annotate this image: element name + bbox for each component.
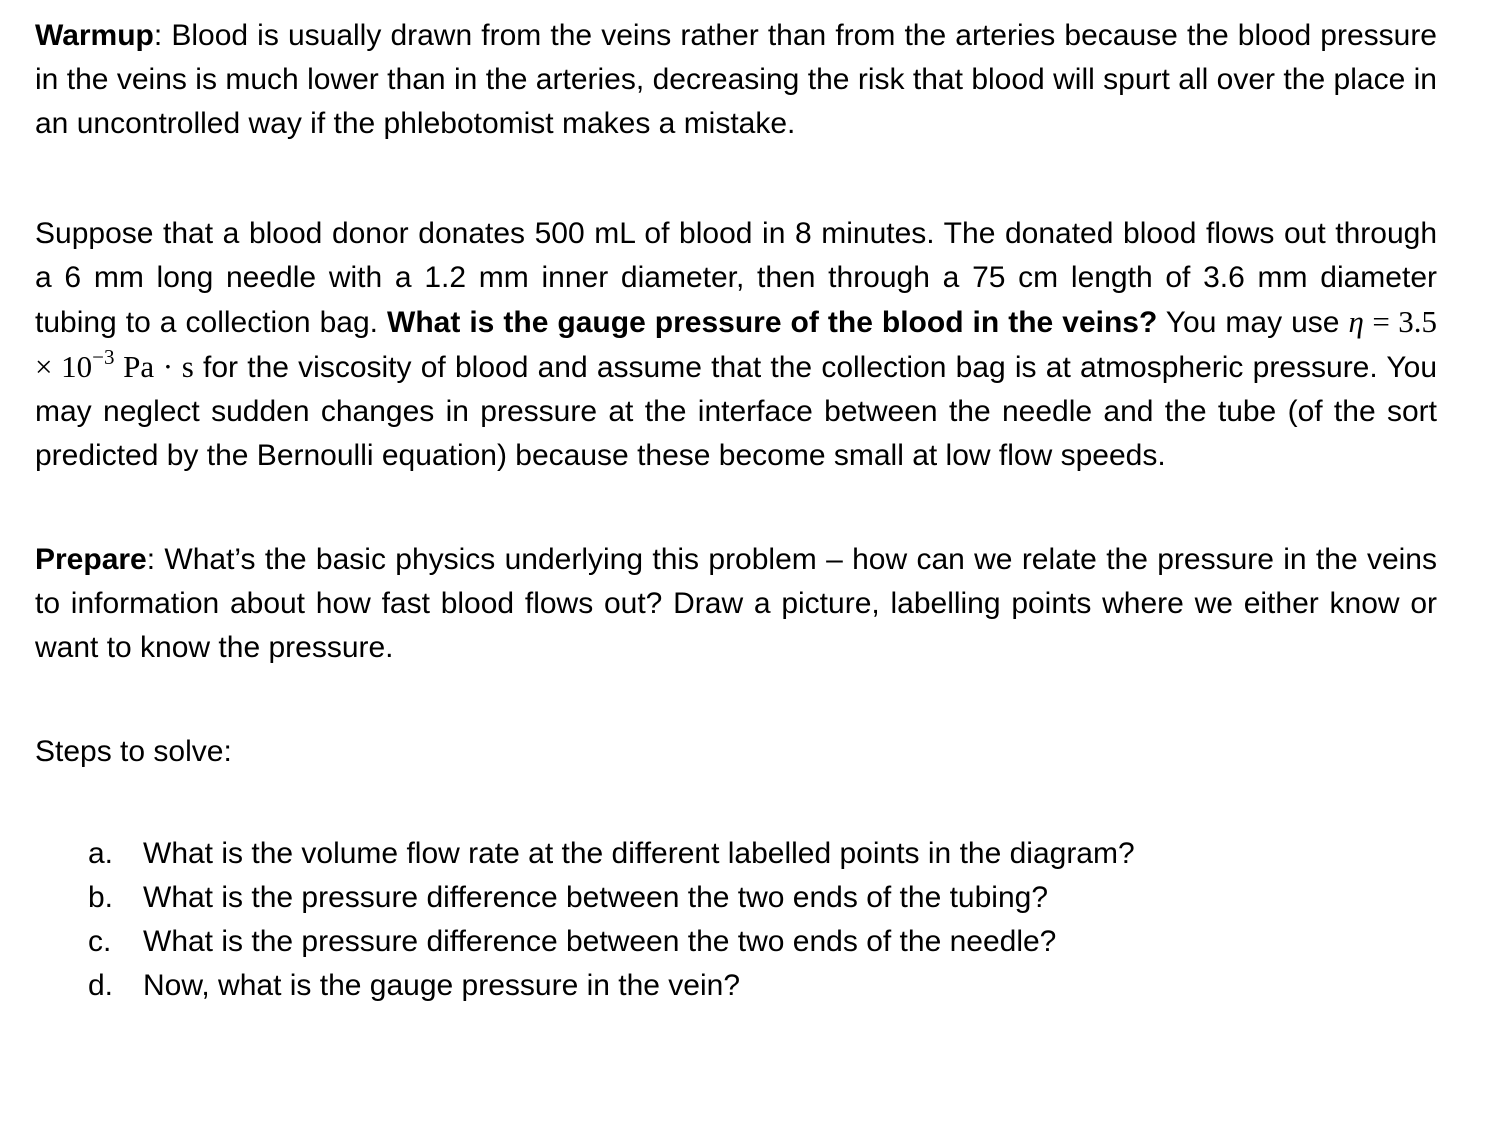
prepare-paragraph <box>35 538 1437 670</box>
step-marker: a. <box>88 837 114 870</box>
step-text: What is the pressure difference between the two ends of the tubing? <box>143 881 1049 914</box>
problem-question: What is the gauge pressure of the blood in the veins? <box>387 306 1158 339</box>
prepare-label: Prepare <box>35 543 147 576</box>
eta-symbol: η <box>1348 304 1364 339</box>
eta-units: Pa · s <box>114 349 194 384</box>
problem-text-use: You may use <box>1157 306 1349 339</box>
step-text: Now, what is the gauge pressure in the vein? <box>143 969 741 1002</box>
problem-paragraph <box>35 212 1437 478</box>
warmup-paragraph <box>35 14 1437 146</box>
eta-value: = 3.5 × 10 <box>35 304 1438 384</box>
steps-list <box>35 832 1437 1008</box>
step-item-b <box>35 876 1437 920</box>
problem-text-intro: Suppose that a blood donor donates 500 mL of blood in 8 minutes. The donated blood flows out through a 6 mm long needle with a 1.2 mm inner diameter, then through a 75 cm length of 3.6 mm diameter tubing to a collection bag. <box>35 217 1437 339</box>
step-text: What is the volume flow rate at the different labelled points in the diagram? <box>143 837 1135 870</box>
step-item-a <box>35 832 1437 876</box>
step-marker: c. <box>88 925 112 958</box>
prepare-text: : What’s the basic physics underlying this problem – how can we relate the pressure in the veins to information about how fast blood flows out? Draw a picture, labelling points where we either know or want to know the pressure. <box>35 543 1437 664</box>
eta-exponent: −3 <box>92 344 115 369</box>
steps-heading: Steps to solve: <box>35 735 232 768</box>
step-item-d <box>35 964 1437 1008</box>
step-text: What is the pressure difference between the two ends of the needle? <box>143 925 1057 958</box>
step-marker: d. <box>88 969 114 1002</box>
step-item-c <box>35 920 1437 964</box>
warmup-label: Warmup <box>35 19 154 52</box>
step-marker: b. <box>88 881 114 914</box>
problem-text-rest: for the viscosity of blood and assume that the collection bag is at atmospheric pressure. You may neglect sudden changes in pressure at the interface between the needle and the tube (of the sort predicted by the Bernoulli equation) because these become small at low flow speeds. <box>35 351 1438 472</box>
document-page <box>35 14 1437 1008</box>
warmup-text: : Blood is usually drawn from the veins rather than from the arteries because the blood pressure in the veins is much lower than in the arteries, decreasing the risk that blood will spurt all over the place in an uncontrolled way if the phlebotomist makes a mistake. <box>35 19 1437 140</box>
